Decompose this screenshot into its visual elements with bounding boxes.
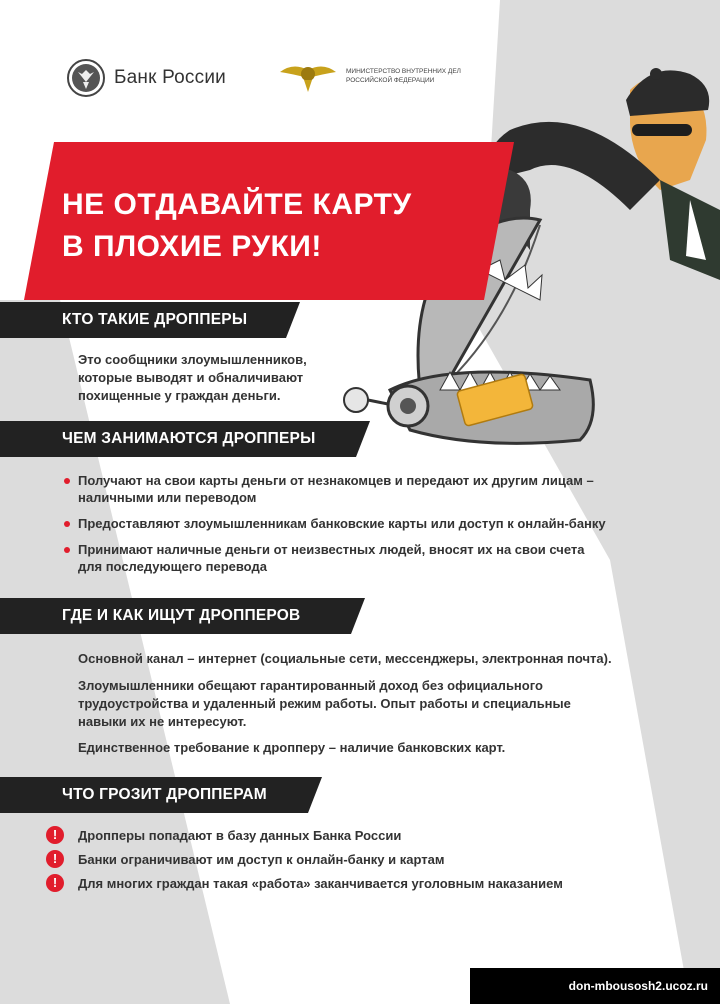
section-header-where: ГДЕ И КАК ИЩУТ ДРОППЕРОВ xyxy=(0,598,365,634)
section-where-p2: Злоумышленники обещают гарантированный доход без официального трудоустройства и удаленный режим работы. Опыт работы и специальные навыки их не интересуют. xyxy=(78,678,571,729)
section-header-what: ЧЕМ ЗАНИМАЮТСЯ ДРОППЕРЫ xyxy=(0,421,370,457)
eagle-emblem-icon xyxy=(66,58,106,98)
section-who-text: Это сообщники злоумышленников, которые выводят и обналичивают похищенные у граждан деньги. xyxy=(78,352,307,403)
warning-icon: ! xyxy=(46,850,64,868)
section-where-p3: Единственное требование к дропперу – наличие банковских карт. xyxy=(78,740,506,755)
list-item: Принимают наличные деньги от неизвестных людей, вносят их на свои счета для последующего перевода xyxy=(60,541,660,575)
bank-name: Банк России xyxy=(114,67,226,88)
ministry-name: МИНИСТЕРСТВО ВНУТРЕННИХ ДЕЛ РОССИЙСКОЙ ФЕДЕРАЦИИ xyxy=(346,68,461,84)
risks-list xyxy=(46,823,686,895)
mvd-emblem-icon xyxy=(278,56,338,96)
activities-list xyxy=(60,472,660,584)
bank-of-russia-logo xyxy=(66,58,226,98)
warning-icon: ! xyxy=(46,826,64,844)
page-title: НЕ ОТДАВАЙТЕ КАРТУ В ПЛОХИЕ РУКИ! xyxy=(62,188,412,263)
list-item: ! Дропперы попадают в базу данных Банка России xyxy=(46,823,686,847)
list-item: ! Для многих граждан такая «работа» заканчивается уголовным наказанием xyxy=(46,871,686,895)
section-where-p1: Основной канал – интернет (социальные сети, мессенджеры, электронная почта). xyxy=(78,651,612,666)
list-item: Получают на свои карты деньги от незнакомцев и передают их другим лицам – наличными или переводом xyxy=(60,472,660,506)
section-header-who: КТО ТАКИЕ ДРОППЕРЫ xyxy=(0,302,300,338)
bullet-icon xyxy=(64,478,70,484)
site-watermark: don-mbousosh2.ucoz.ru xyxy=(470,968,720,1004)
section-header-risks: ЧТО ГРОЗИТ ДРОППЕРАМ xyxy=(0,777,322,813)
bullet-icon xyxy=(64,521,70,527)
bullet-icon xyxy=(64,547,70,553)
warning-icon: ! xyxy=(46,874,64,892)
list-item: ! Банки ограничивают им доступ к онлайн-банку и картам xyxy=(46,847,686,871)
mvd-logo xyxy=(278,56,486,96)
list-item: Предоставляют злоумышленникам банковские карты или доступ к онлайн-банку xyxy=(60,515,660,532)
